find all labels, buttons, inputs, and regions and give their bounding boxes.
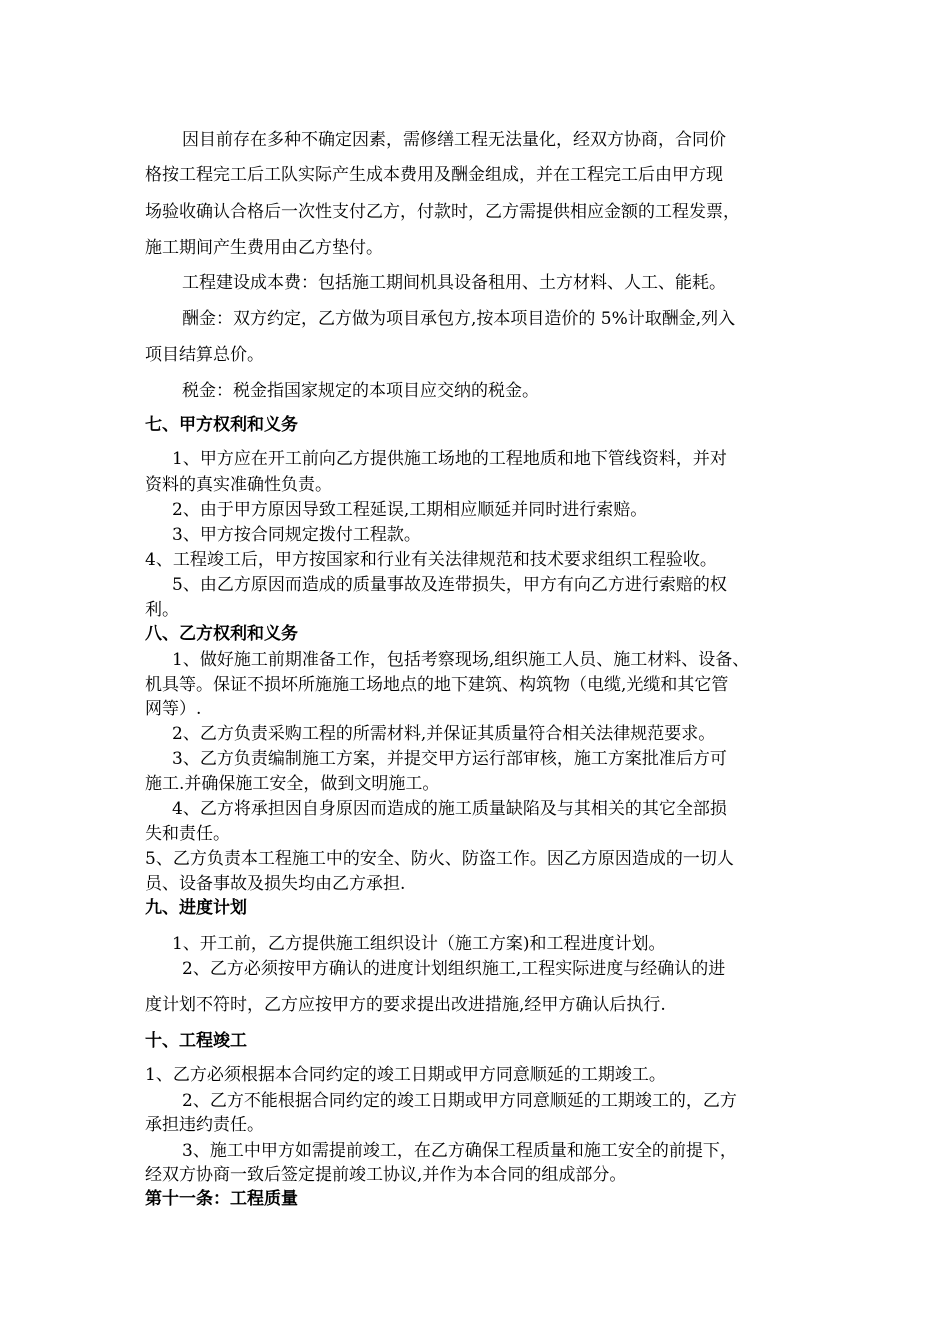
sec9-line: 1、开工前，乙方提供施工组织设计（施工方案)和工程进度计划。 (172, 934, 666, 954)
sec7-line: 1、甲方应在开工前向乙方提供施工场地的工程地质和地下管线资料，并对 (172, 449, 727, 469)
sec10-line: 1、乙方必须根据本合同约定的竣工日期或甲方同意顺延的工期竣工。 (145, 1065, 666, 1085)
sec10-line: 经双方协商一致后签定提前竣工协议,并作为本合同的组成部分。 (145, 1165, 627, 1185)
intro-line-1: 因目前存在多种不确定因素，需修缮工程无法量化，经双方协商，合同价 (182, 130, 726, 150)
intro-line-4: 施工期间产生费用由乙方垫付。 (145, 238, 383, 258)
section-7-heading: 七、甲方权利和义务 (145, 415, 298, 435)
sec7-line: 资料的真实准确性负责。 (145, 475, 332, 495)
sec8-line: 失和责任。 (145, 824, 230, 844)
sec8-line: 5、乙方负责本工程施工中的安全、防火、防盗工作。因乙方原因造成的一切人 (145, 849, 734, 869)
section-9-heading: 九、进度计划 (145, 898, 247, 918)
fee-line-2: 项目结算总价。 (145, 345, 264, 365)
sec8-line: 1、做好施工前期准备工作，包括考察现场,组织施工人员、施工材料、设备、 (172, 650, 750, 670)
sec7-line: 5、由乙方原因而造成的质量事故及连带损失，甲方有向乙方进行索赔的权 (172, 575, 727, 595)
sec10-line: 2、乙方不能根据合同约定的竣工日期或甲方同意顺延的工期竣工的，乙方 (182, 1091, 737, 1111)
sec7-line: 4、工程竣工后，甲方按国家和行业有关法律规范和技术要求组织工程验收。 (145, 550, 717, 570)
cost-paragraph: 工程建设成本费：包括施工期间机具设备租用、土方材料、人工、能耗。 (182, 273, 726, 293)
sec8-line: 2、乙方负责采购工程的所需材料,并保证其质量符合相关法律规范要求。 (172, 724, 716, 744)
sec8-line: 员、设备事故及损失均由乙方承担. (145, 874, 406, 894)
sec7-line: 3、甲方按合同规定拨付工程款。 (172, 525, 421, 545)
tax-paragraph: 税金：税金指国家规定的本项目应交纳的税金。 (182, 381, 539, 401)
section-11-heading: 第十一条：工程质量 (145, 1189, 298, 1209)
intro-line-2: 格按工程完工后工队实际产生成本费用及酬金组成，并在工程完工后由甲方现 (145, 165, 723, 185)
section-8-heading: 八、乙方权利和义务 (145, 624, 298, 644)
sec8-line: 网等）. (145, 699, 202, 719)
sec8-line: 机具等。保证不损坏所施施工场地点的地下建筑、构筑物（电缆,光缆和其它管 (145, 675, 729, 695)
fee-line-1: 酬金：双方约定，乙方做为项目承包方,按本项目造价的 5%计取酬金,列入 (182, 309, 736, 329)
section-10-heading: 十、工程竣工 (145, 1031, 247, 1051)
intro-line-3: 场验收确认合格后一次性支付乙方，付款时，乙方需提供相应金额的工程发票， (145, 202, 740, 222)
sec8-line: 4、乙方将承担因自身原因而造成的施工质量缺陷及与其相关的其它全部损 (172, 799, 727, 819)
sec9-line: 度计划不符时，乙方应按甲方的要求提出改进措施,经甲方确认后执行. (145, 995, 666, 1015)
sec8-line: 施工.并确保施工安全，做到文明施工。 (145, 774, 440, 794)
sec7-line: 利。 (145, 600, 179, 620)
sec7-line: 2、由于甲方原因导致工程延误,工期相应顺延并同时进行索赔。 (172, 500, 648, 520)
sec10-line: 承担违约责任。 (145, 1115, 264, 1135)
sec8-line: 3、乙方负责编制施工方案，并提交甲方运行部审核，施工方案批准后方可 (172, 749, 727, 769)
sec9-line: 2、乙方必须按甲方确认的进度计划组织施工,工程实际进度与经确认的进 (182, 959, 726, 979)
sec10-line: 3、施工中甲方如需提前竣工，在乙方确保工程质量和施工安全的前提下， (182, 1141, 737, 1161)
